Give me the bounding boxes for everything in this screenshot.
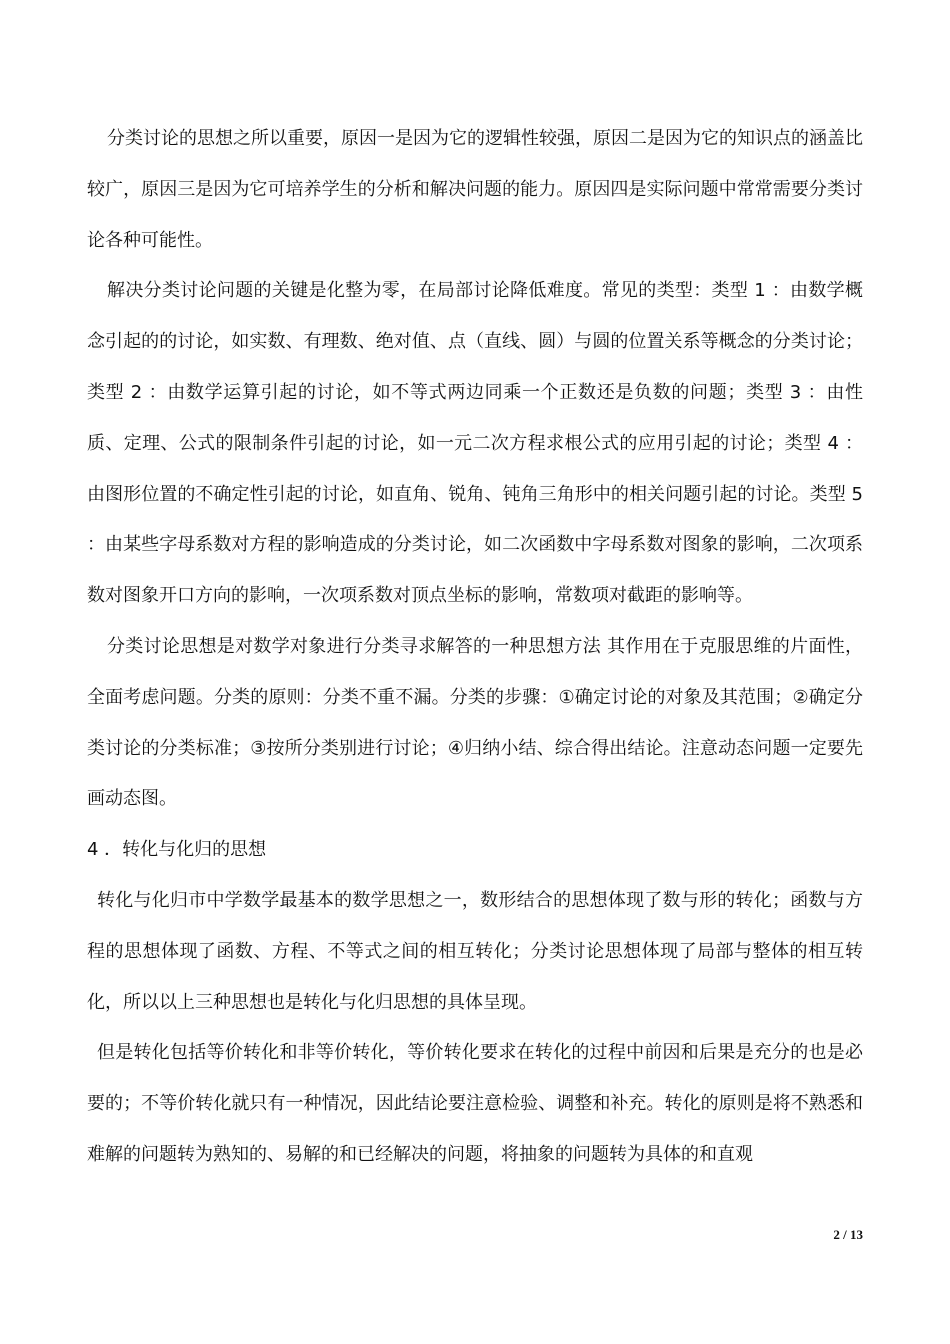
section-heading: 4 ．转化与化归的思想 (87, 839, 267, 861)
document-body (87, 114, 863, 1181)
paragraph-transformation-intro: 转化与化归市中学数学最基本的数学思想之一，数形结合的思想体现了数与形的转化；函数与方程的思想体现了函数、方程、不等式之间的相互转化；分类讨论思想体现了局部与整体的相互转化，所以以上三种思想也是转化与化归思想的具体呈现。 (87, 889, 863, 1013)
paragraph-classification-types: 解决分类讨论问题的关键是化整为零，在局部讨论降低难度。常见的类型：类型 1 ：由数学概念引起的的讨论，如实数、有理数、绝对值、点（直线、圆）与圆的位置关系等概念的分类讨论；类型 2 ：由数学运算引起的讨论，如不等式两边同乘一个正数还是负数的问题；类型 3 ：由性质、定理、公式的限制条件引起的讨论，如一元二次方程求根公式的应用引起的讨论；类型 4 ：由图形位置的不确定性引起的讨论，如直角、锐角、钝角三角形中的相关问题引起的讨论。类型 5 ：由某些字母系数对方程的影响造成的分类讨论，如二次函数中字母系数对图象的影响，二次项系数对图象开口方向的影响，一次项系数对顶点坐标的影响，常数项对截距的影响等。 (87, 280, 863, 607)
paragraph-classification-method: 分类讨论思想是对数学对象进行分类寻求解答的一种思想方法 其作用在于克服思维的片面性，全面考虑问题。分类的原则：分类不重不漏。分类的步骤：①确定讨论的对象及其范围；②确定分类讨论的分类标准；③按所分类别进行讨论；④归纳小结、综合得出结论。注意动态问题一定要先画动态图。 (87, 635, 863, 810)
paragraph-classification-importance: 分类讨论的思想之所以重要，原因一是因为它的逻辑性较强，原因二是因为它的知识点的涵盖比较广，原因三是因为它可培养学生的分析和解决问题的能力。原因四是实际问题中常常需要分类讨论各种可能性。 (87, 128, 863, 251)
page-number: 2 / 13 (833, 1227, 863, 1242)
paragraph-transformation-types: 但是转化包括等价转化和非等价转化，等价转化要求在转化的过程中前因和后果是充分的也是必要的；不等价转化就只有一种情况，因此结论要注意检验、调整和补充。转化的原则是将不熟悉和难解的问题转为熟知的、易解的和已经解决的问题，将抽象的问题转为具体的和直观 (87, 1042, 863, 1165)
